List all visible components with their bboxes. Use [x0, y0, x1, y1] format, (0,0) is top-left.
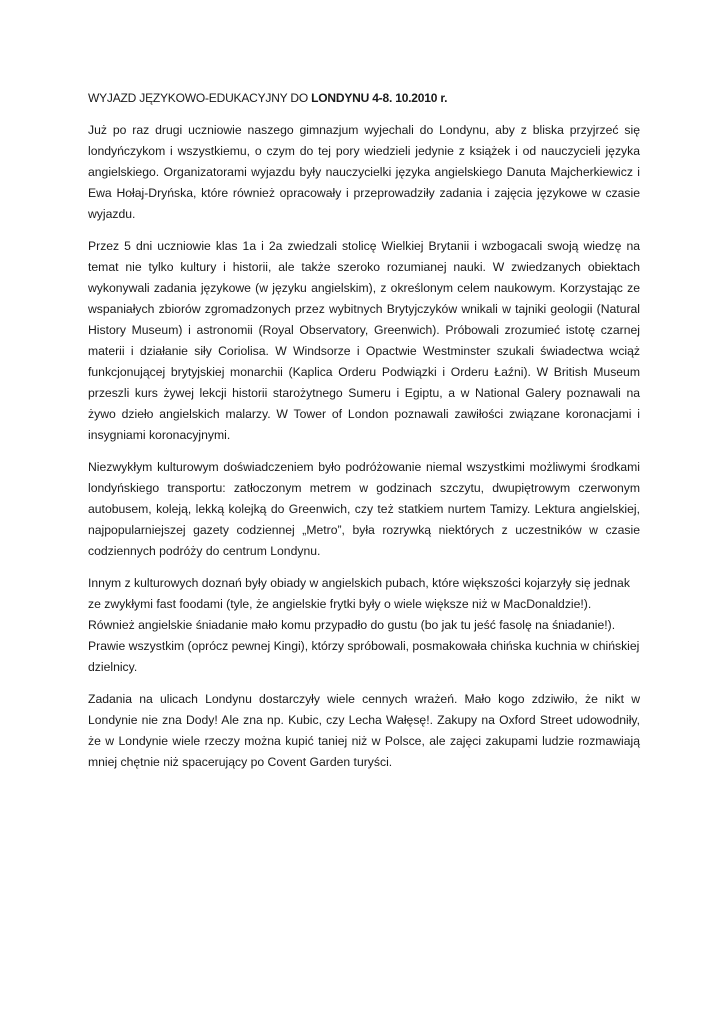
paragraph-food: Innym z kulturowych doznań były obiady w angielskich pubach, które większości kojarzyły się jednak ze zwykłymi fast foodami (tyle, że angielskie frytki były o wiele większe niż w MacDonaldzie!). Również angielskie śniadanie mało komu przypadło do gustu (bo jak tu jeść fasolę na śniadanie!). Prawie wszystkim (oprócz pewnej Kingi), którzy spróbowali, posmakowała chińska kuchnia w chińskiej dzielnicy.: [88, 576, 640, 674]
paragraph-transport: Niezwykłym kulturowym doświadczeniem było podróżowanie niemal wszystkimi możliwymi środkami londyńskiego transportu: zatłoczonym metrem w godzinach szczytu, dwupiętrowym czerwonym autobusem, koleją, lekką kolejką do Greenwich, czy też statkiem nurtem Tamizy. Lektura angielskiej, najpopularniejszej gazety codziennej „Metro”, była rozrywką niektórych z uczestników w czasie codziennych podróży do centrum Londynu.: [88, 460, 640, 558]
title-prefix: WYJAZD JĘZYKOWO-EDUKACYJNY DO: [88, 91, 312, 105]
document-page: [88, 88, 640, 784]
paragraph-intro: Już po raz drugi uczniowie naszego gimnazjum wyjechali do Londynu, aby z bliska przyjrzeć się londyńczykom i wszystkiemu, o czym do tej pory wiedzieli jedynie z książek i od nauczycieli języka angielskiego. Organizatorami wyjazdu były nauczycielki języka angielskiego Danuta Majcherkiewicz i Ewa Hołaj-Dryńska, które również opracowały i przeprowadziły zadania i zajęcia językowe w czasie wyjazdu.: [88, 123, 640, 221]
title-bold: LONDYNU 4-8. 10.2010 r.: [311, 91, 448, 105]
paragraph-street-tasks: Zadania na ulicach Londynu dostarczyły wiele cennych wrażeń. Mało kogo zdziwiło, że nikt w Londynie nie zna Dody! Ale zna np. Kubic, czy Lecha Wałęsę!. Zakupy na Oxford Street udowodniły, że w Londynie wiele rzeczy można kupić taniej niż w Polsce, ale zajęci zakupami ludzie rozmawiają mniej chętnie niż spacerujący po Covent Garden turyści.: [88, 692, 640, 769]
paragraph-sightseeing: Przez 5 dni uczniowie klas 1a i 2a zwiedzali stolicę Wielkiej Brytanii i wzbogacali swoją wiedzę na temat nie tylko kultury i historii, ale także szeroko rozumianej nauki. W zwiedzanych obiektach wykonywali zadania językowe (w języku angielskim), z określonym celem naukowym. Korzystając ze wspaniałych zbiorów zgromadzonych przez wybitnych Brytyjczyków wnikali w tajniki geologii (Natural History Museum) i astronomii (Royal Observatory, Greenwich). Próbowali zrozumieć istotę czarnej materii i działanie siły Coriolisa. W Windsorze i Opactwie Westminster szukali świadectwa wciąż funkcjonującej brytyjskiej monarchii (Kaplica Orderu Podwiązki i Orderu Łaźni). W British Museum przeszli kurs żywej lekcji historii starożytnego Sumeru i Egiptu, a w National Galery poznawali na żywo dzieło angielskich malarzy. W Tower of London poznawali zawiłości związane koronacjami i insygniami koronacyjnymi.: [88, 239, 640, 442]
document-title: [88, 88, 640, 109]
